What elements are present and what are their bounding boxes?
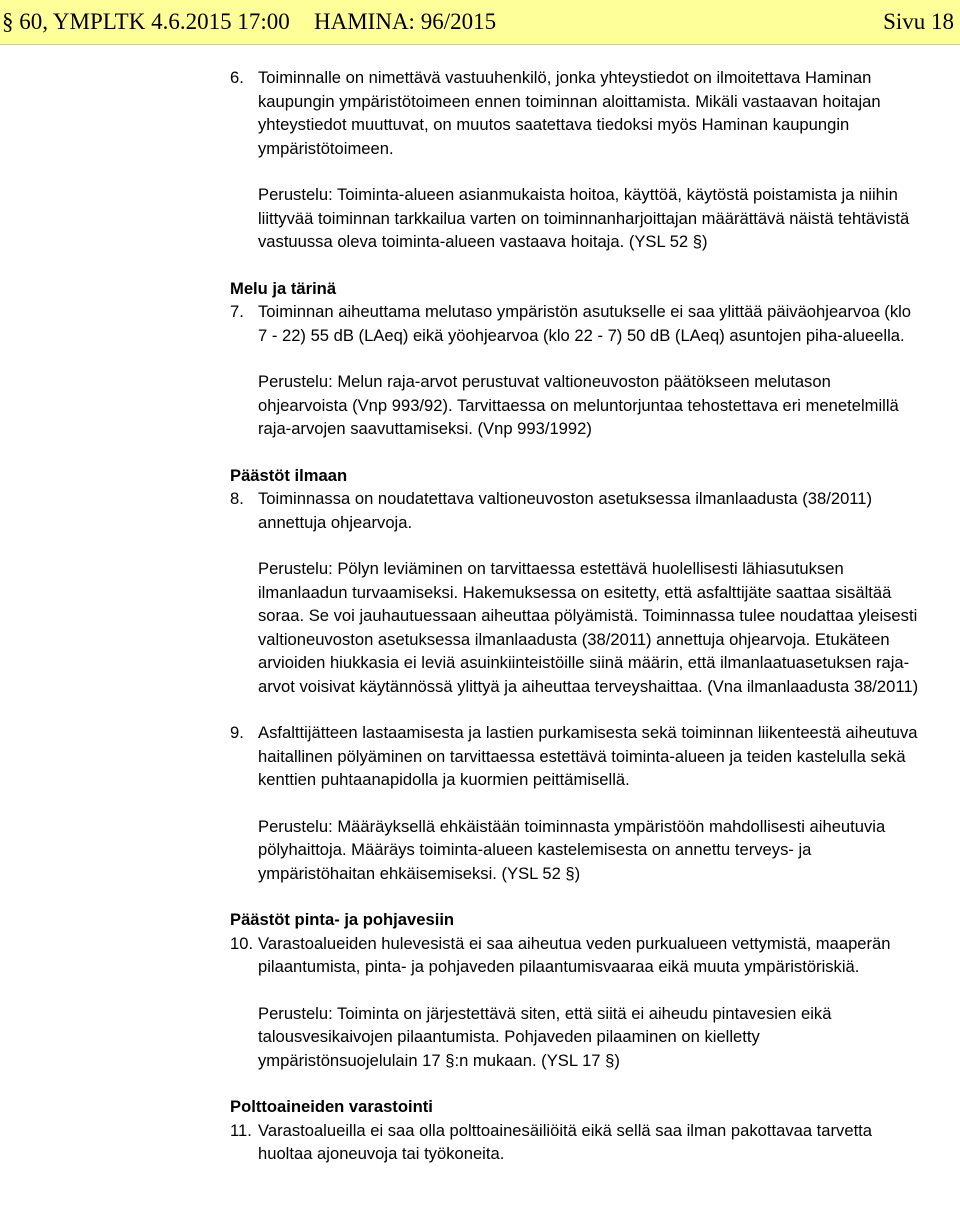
condition-text: Toiminnan aiheuttama melutaso ympäristön asutukselle ei saa ylittää päiväohjearvoa (klo 7 - 22) 55 dB (LAeq) eikä yöohjearvoa (klo 22 - 7) 50 dB (LAeq) asuntojen piha-alueella. bbox=[258, 302, 912, 345]
condition-10 bbox=[230, 932, 920, 979]
condition-7-reason: Perustelu: Melun raja-arvot perustuvat valtioneuvoston päätökseen melutason ohjearvoista (Vnp 993/92). Tarvittaessa on meluntorjuntaa tehostettava eri menetelmillä raja-arvojen saavuttamiseksi. (Vnp 993/1992) bbox=[258, 372, 899, 438]
section-heading-air-emissions: Päästöt ilmaan bbox=[230, 465, 348, 485]
header-page-number: Sivu 18 bbox=[883, 9, 954, 34]
condition-text: Toiminnalle on nimettävä vastuuhenkilö, jonka yhteystiedot on ilmoitettava Haminan kaupungin ympäristötoimeen ennen toiminnan aloittamista. Mikäli vastaavan hoitajan yhteystiedot muuttuvat, on muutos saatettava tiedoksi myös Haminan kaupungin ympäristötoimeen. bbox=[258, 68, 881, 158]
condition-text: Varastoalueiden hulevesistä ei saa aiheutua veden purkualueen vettymistä, maaperän pilaantumista, pinta- ja pohjaveden pilaantumisvaaraa eikä muuta ympäristöriskiä. bbox=[258, 933, 891, 976]
condition-number: 10. bbox=[230, 933, 254, 953]
condition-7 bbox=[230, 300, 920, 347]
condition-6-reason: Perustelu: Toiminta-alueen asianmukaista hoitoa, käyttöä, käytöstä poistamista ja niihin liittyvää toiminnan tarkkailua varten on toiminnanharjoittajan määrättävä näistä tehtävistä vastuussa oleva toiminta-alueen vastaava hoitaja. (YSL 52 §) bbox=[258, 185, 910, 251]
condition-8 bbox=[230, 487, 920, 534]
section-heading-fuel-storage: Polttoaineiden varastointi bbox=[230, 1097, 433, 1116]
condition-number: 7. bbox=[230, 302, 244, 321]
page-header bbox=[0, 0, 960, 45]
document-body bbox=[230, 66, 920, 1166]
condition-number: 9. bbox=[230, 723, 244, 742]
condition-text: Varastoalueilla ei saa olla polttoainesäiliöitä eikä sellä saa ilman pakottavaa tarvetta huoltaa ajoneuvoja tai työkoneita. bbox=[258, 1120, 873, 1163]
condition-9 bbox=[230, 721, 920, 792]
condition-number: 8. bbox=[230, 489, 244, 508]
condition-text: Toiminnassa on noudatettava valtioneuvoston asetuksessa ilmanlaadusta (38/2011) annettuja ohjearvoja. bbox=[258, 489, 873, 532]
header-location-number: HAMINA: 96/2015 bbox=[314, 9, 497, 34]
condition-8-reason: Perustelu: Pölyn leviäminen on tarvittaessa estettävä huolellisesti lähiasutuksen ilmanlaadun turvaamiseksi. Hakemuksessa on esitetty, että asfalttijäte saattaa sisältää soraa. Se voi jauhautuessaan aiheuttaa pölyämistä. Toiminnassa tulee noudattaa yleisesti valtioneuvoston asetuksessa ilmanlaadusta (38/2011) annettuja ohjearvoja. Etukäteen arvioiden hiukkasia ei leviä asuinkiinteistöille siinä määrin, että ilmanlaatuasetuksen raja-arvot voisivat käytännössä ylittyä ja aiheuttaa terveyshaittaa. (Vna ilmanlaadusta 38/2011) bbox=[258, 559, 919, 696]
section-heading-noise: Melu ja tärinä bbox=[230, 278, 337, 298]
condition-number: 11. bbox=[230, 1120, 252, 1140]
condition-10-reason: Perustelu: Toiminta on järjestettävä siten, että siitä ei aiheudu pintavesien eikä talousvesikaivojen pilaantumista. Pohjaveden pilaaminen on kielletty ympäristönsuojelulain 17 §:n mukaan. (YSL 17 §) bbox=[258, 1003, 832, 1070]
condition-9-reason: Perustelu: Määräyksellä ehkäistään toiminnasta ympäristöön mahdollisesti aiheutuvia pölyhaittoja. Määräys toiminta-alueen kastelemisesta on annettu terveys- ja ympäristöhaitan ehkäisemiseksi. (YSL 52 §) bbox=[258, 816, 886, 883]
condition-6 bbox=[230, 66, 920, 160]
condition-text: Asfalttijätteen lastaamisesta ja lastien purkamisesta sekä toiminnan liikenteestä aiheutuva haitallinen pölyäminen on tarvittaessa estettävä toiminta-alueen ja teiden kastelulla sekä kenttien puhtaanapidolla ja kuormien peittämisellä. bbox=[258, 723, 918, 789]
condition-11 bbox=[230, 1119, 920, 1166]
section-heading-water-emissions: Päästöt pinta- ja pohjavesiin bbox=[230, 910, 455, 929]
condition-number: 6. bbox=[230, 68, 244, 87]
header-section-date: § 60, YMPLTK 4.6.2015 17:00 bbox=[2, 9, 290, 34]
